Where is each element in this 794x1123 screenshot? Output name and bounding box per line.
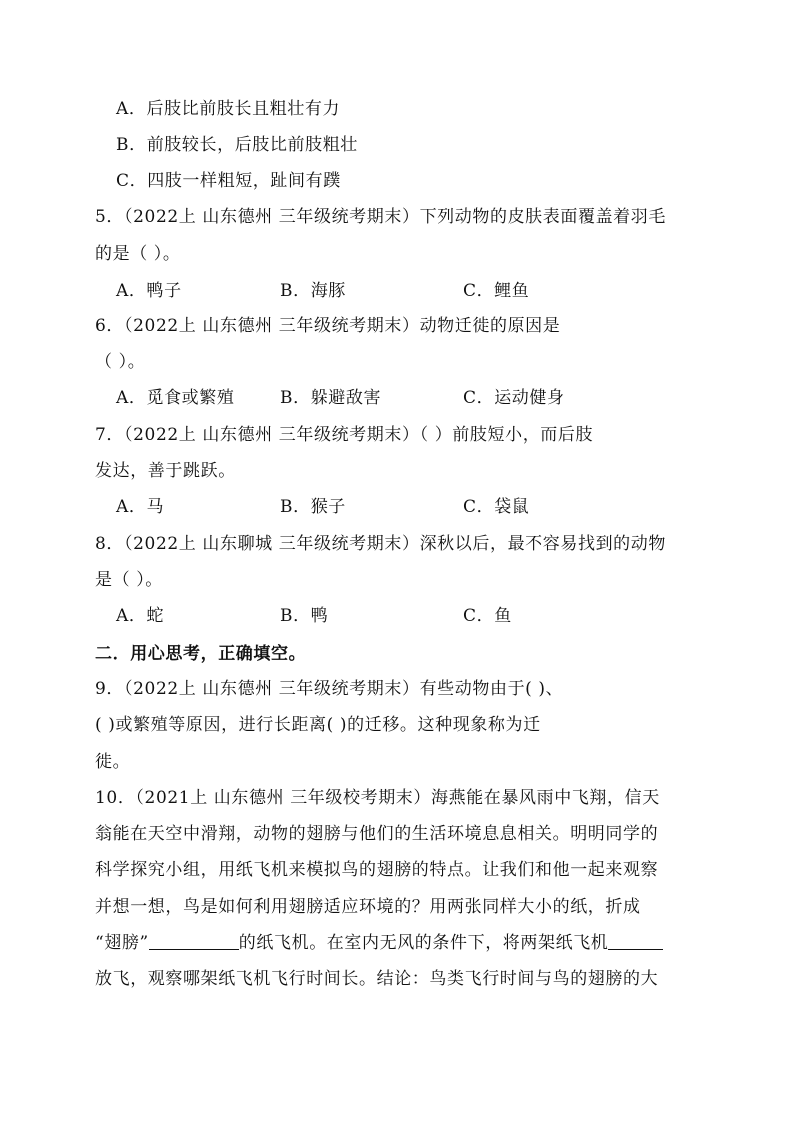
q7-stem-line2: 发达，善于跳跃。 xyxy=(95,461,236,481)
q7-option-c: C．袋鼠 xyxy=(463,497,530,517)
q5-option-b: B．海豚 xyxy=(280,281,346,301)
q6-option-a: A．觅食或繁殖 xyxy=(116,388,235,408)
q9-stem-line1: 9．（2022上 山东德州 三年级统考期末）有些动物由于( )、 xyxy=(95,679,564,699)
q10-stem-line4: 并想一想，鸟是如何利用翅膀适应环境的？用两张同样大小的纸，折成 xyxy=(95,897,641,917)
q6-stem-line2: （ ）。 xyxy=(95,352,146,372)
q8-option-c: C．鱼 xyxy=(463,606,512,626)
q8-option-b: B．鸭 xyxy=(280,606,329,626)
q8-option-a: A．蛇 xyxy=(116,606,165,626)
q5-stem-line2: 的是（ ）。 xyxy=(95,244,181,264)
section-2-heading: 二．用心思考，正确填空。 xyxy=(95,644,307,664)
q4-option-a: A．后肢比前肢长且粗壮有力 xyxy=(116,99,341,119)
q9-stem-line2: ( )或繁殖等原因，进行长距离( )的迁移。这种现象称为迁 xyxy=(95,715,541,735)
q10-stem-line1: 10．（2021上 山东德州 三年级校考期末）海燕能在暴风雨中飞翔，信天 xyxy=(95,788,660,808)
q10-stem-line6: 放飞，观察哪架纸飞机飞行时间长。结论：鸟类飞行时间与鸟的翅膀的大 xyxy=(95,969,659,989)
q9-stem-line3: 徙。 xyxy=(95,752,131,772)
q10-stem-line2: 翁能在天空中滑翔，动物的翅膀与他们的生活环境息息相关。明明同学的 xyxy=(95,824,659,844)
q5-stem-line1: 5．（2022上 山东德州 三年级统考期末）下列动物的皮肤表面覆盖着羽毛 xyxy=(95,207,666,227)
q6-stem-line1: 6．（2022上 山东德州 三年级统考期末）动物迁徙的原因是 xyxy=(95,316,561,336)
q7-option-b: B．猴子 xyxy=(280,497,346,517)
q7-option-a: A．马 xyxy=(116,497,165,517)
q6-option-c: C．运动健身 xyxy=(463,388,565,408)
q10-answer-blank-2[interactable] xyxy=(608,931,663,950)
q10-answer-blank-1[interactable] xyxy=(149,931,239,950)
q8-stem-line1: 8．（2022上 山东聊城 三年级统考期末）深秋以后，最不容易找到的动物 xyxy=(95,534,666,554)
q4-option-c: C．四肢一样粗短，趾间有蹼 xyxy=(116,171,341,191)
q8-stem-line2: 是（ ）。 xyxy=(95,570,163,590)
q5-option-a: A．鸭子 xyxy=(116,281,182,301)
q4-option-b: B．前肢较长，后肢比前肢粗壮 xyxy=(116,135,358,155)
q10-stem-line5 xyxy=(95,931,663,955)
q7-stem-line1: 7．（2022上 山东德州 三年级统考期末）（ ）前肢短小，而后肢 xyxy=(95,425,594,445)
q10-stem-line3: 科学探究小组，用纸飞机来模拟鸟的翅膀的特点。让我们和他一起来观察 xyxy=(95,860,659,880)
q10-line5-part1: “翅膀” xyxy=(95,933,149,953)
q10-line5-part2: 的纸飞机。在室内无风的条件下，将两架纸飞机 xyxy=(238,933,609,953)
q5-option-c: C．鲤鱼 xyxy=(463,281,530,301)
q6-option-b: B．躲避敌害 xyxy=(280,388,382,408)
